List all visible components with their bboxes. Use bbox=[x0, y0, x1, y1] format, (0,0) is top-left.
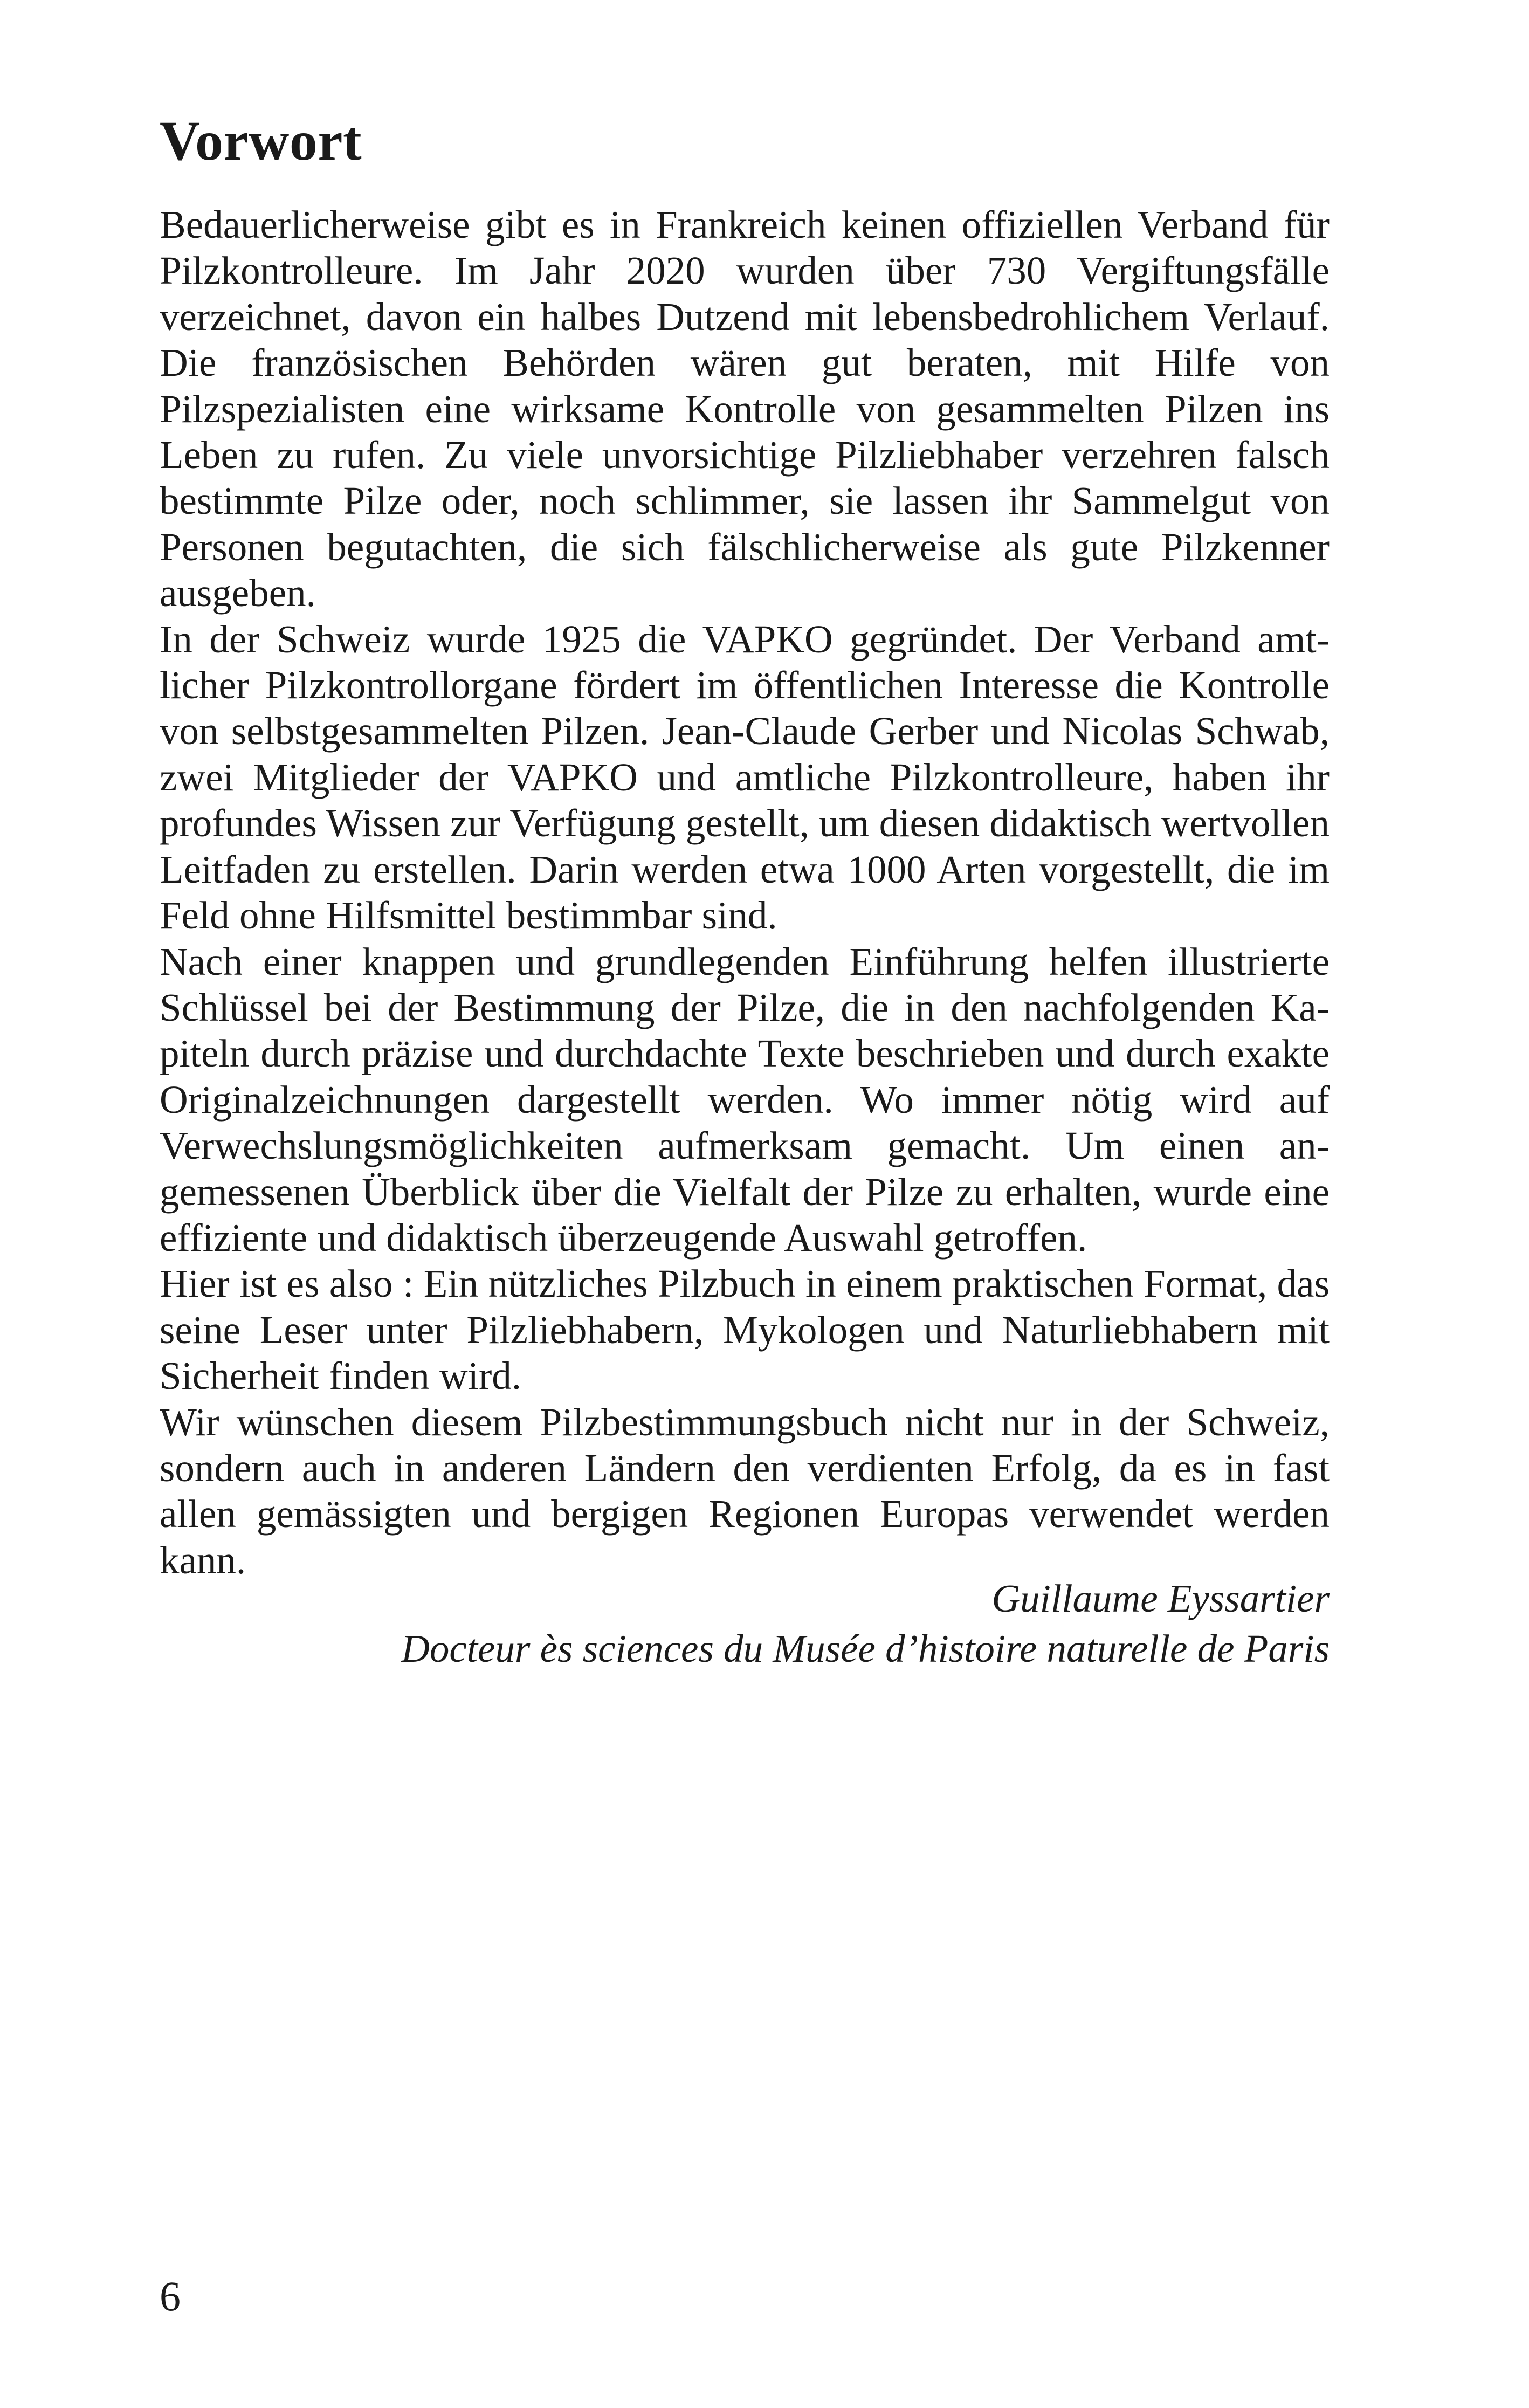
page-title: Vorwort bbox=[160, 110, 362, 172]
paragraph-4: Hier ist es also : Ein nützliches Pilzbuch in einem praktischen Format, das seine Leser unter Pilzliebhabern, Mykologen und Naturliebhabern mit Sicherheit finden wird. bbox=[160, 1262, 1330, 1398]
paragraph-3: Nach einer knappen und grundlegenden Einführung helfen illustrierte Schlüssel bei der Bestimmung der Pilze, die in den nachfolgenden Kapiteln durch präzise und durchdachte Texte beschrieben und durch exakte Originalzeichnungen dargestellt werden. Wo immer nötig wird auf Verwechslungsmöglichkeiten aufmerksam gemacht. Um einen angemessenen Überblick über die Vielfalt der Pilze zu erhalten, wurde eine effiziente und didaktisch überzeugende Auswahl getroffen. bbox=[160, 939, 1330, 1260]
page-number: 6 bbox=[160, 2273, 181, 2320]
author-signature bbox=[401, 1573, 1330, 1674]
author-name: Guillaume Eyssartier bbox=[991, 1577, 1330, 1620]
paragraph-5: Wir wünschen diesem Pilzbestimmungsbuch nicht nur in der Schweiz, sondern auch in anderen Ländern den verdienten Erfolg, da es in fast allen gemässigten und bergigen Regionen Europas verwendet werden kann. bbox=[160, 1400, 1330, 1582]
paragraph-1: Bedauerlicherweise gibt es in Frankreich keinen offiziellen Verband für Pilzkontrolleure. Im Jahr 2020 wurden über 730 Vergiftungsfälle verzeichnet, davon ein halbes Dutzend mit lebensbedrohlichem Verlauf. Die französischen Behörden wären gut beraten, mit Hilfe von Pilzspezialisten eine wirksame Kontrolle von gesammelten Pilzen ins Leben zu rufen. Zu viele unvorsichtige Pilzliebhaber verzehren falsch bestimmte Pilze oder, noch schlimmer, sie lassen ihr Sammelgut von Personen begutachten, die sich fälschlicherweise als gute Pilzkenner ausgeben. bbox=[160, 203, 1330, 615]
author-title: Docteur ès sciences du Musée d’histoire naturelle de Paris bbox=[401, 1627, 1330, 1670]
paragraph-2: In der Schweiz wurde 1925 die VAPKO gegründet. Der Verband amtlicher Pilzkontrollorgane fördert im öffentlichen Interesse die Kontrolle von selbstgesammelten Pilzen. Jean-Claude Gerber und Nicolas Schwab, zwei Mitglieder der VAPKO und amtliche Pilzkontrolleure, haben ihr profundes Wissen zur Verfügung gestellt, um diesen didaktisch wertvollen Leitfaden zu erstellen. Darin werden etwa 1000 Arten vorgestellt, die im Feld ohne Hilfsmittel bestimmbar sind. bbox=[160, 617, 1330, 938]
foreword-body bbox=[160, 202, 1330, 1583]
